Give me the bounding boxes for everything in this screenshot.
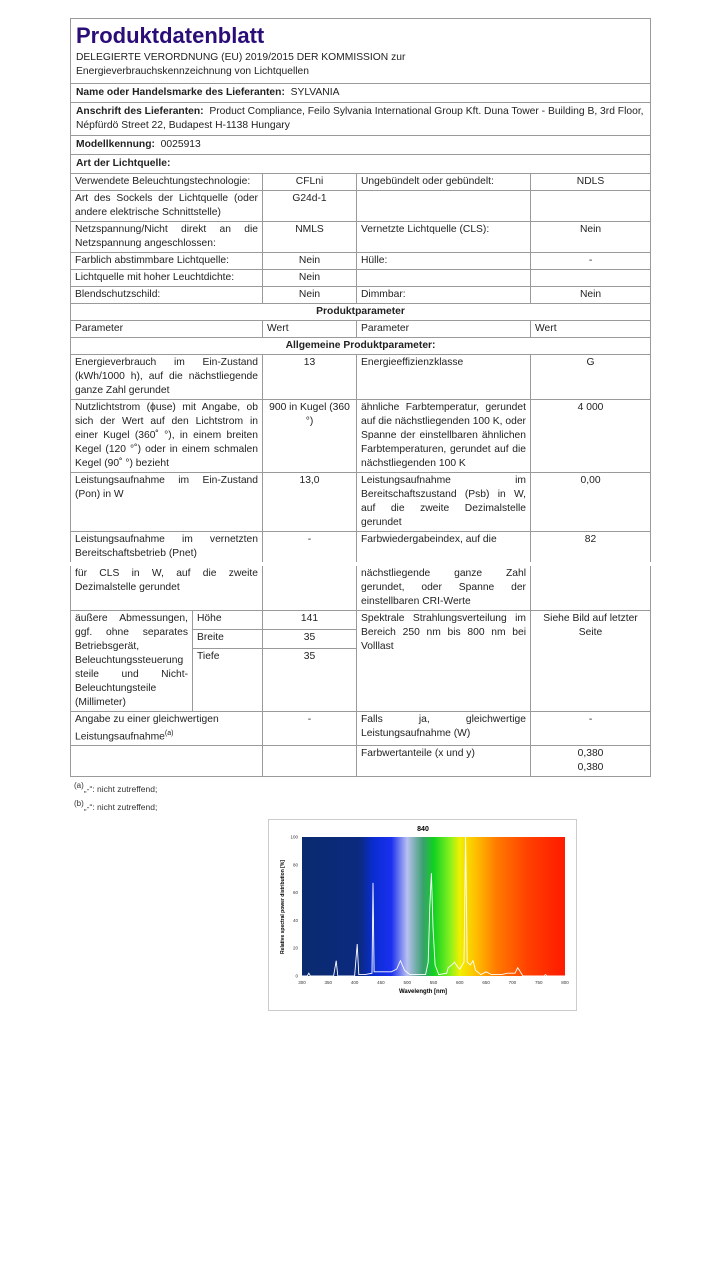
empty-cell (263, 746, 357, 777)
chroma-x: 0,380 (577, 748, 604, 760)
product-params-heading: Produktparameter (71, 304, 651, 321)
x-tick-label: 400 (350, 980, 359, 986)
param-value (531, 566, 651, 611)
param-value: G24d-1 (263, 191, 357, 222)
param-label (71, 712, 263, 746)
param-value: - (531, 253, 651, 270)
x-tick-label: 650 (482, 980, 490, 986)
product-data-sheet (70, 18, 650, 1011)
param-label: Nutzlichtstrom (ϕuse) mit Angabe, ob sich der Wert auf den Lichtstrom in einer Kugel (360˚ °), in einem breiten Kegel (120 °˚) oder in einem schmalen Kegel (90˚ °) bezieht (71, 400, 263, 473)
data-sheet-table (70, 18, 651, 777)
column-header: Parameter (357, 321, 531, 338)
y-tick-label: 60 (292, 890, 298, 896)
equiv-label: Angabe zu einer gleichwertigen Leistungsaufnahme (75, 714, 219, 743)
param-value: 900 in Kugel (360 °) (263, 400, 357, 473)
table-row (71, 270, 651, 287)
param-value: 82 (531, 532, 651, 563)
footnote (74, 780, 650, 795)
column-header-row (71, 321, 651, 338)
y-tick-label: 20 (292, 945, 298, 951)
header-cell (71, 19, 651, 84)
footnote-ref: (a) (164, 730, 174, 737)
param-label: Dimmbar: (357, 287, 531, 304)
source-type-heading: Art der Lichtquelle: (71, 155, 651, 174)
table-row (71, 400, 651, 473)
param-value: Nein (263, 287, 357, 304)
model-label: Modellkennung: (76, 139, 155, 150)
param-value: 13,0 (263, 473, 357, 532)
param-value: 13 (263, 355, 357, 400)
x-tick-label: 700 (508, 980, 517, 986)
table-row (71, 746, 651, 777)
x-tick-label: 500 (403, 980, 411, 986)
dimension-value: 141 (263, 611, 357, 630)
param-label: Vernetzte Lichtquelle (CLS): (357, 222, 531, 253)
table-row (71, 566, 651, 611)
table-row (71, 222, 651, 253)
footnote-text: „-“: nicht zutreffend; (83, 802, 158, 813)
table-row (71, 473, 651, 532)
param-label: Verwendete Beleuchtungstechnologie: (71, 174, 263, 191)
param-value: Nein (263, 270, 357, 287)
param-label: Leistungsaufnahme im vernetzten Bereitschaftsbetrieb (Pnet) (71, 532, 263, 563)
table-row (71, 355, 651, 400)
param-label: Netzspannung/Nicht direkt an die Netzspannung angeschlossen: (71, 222, 263, 253)
model-row (71, 136, 651, 155)
param-label: Lichtquelle mit hoher Leuchtdichte: (71, 270, 263, 287)
supplier-name-row (71, 84, 651, 103)
x-tick-label: 800 (561, 980, 569, 986)
param-label: Leistungsaufnahme im Ein-Zustand (Pon) in W (71, 473, 263, 532)
param-label: Energieeffizienzklasse (357, 355, 531, 400)
param-value: - (531, 712, 651, 746)
dimensions-label: äußere Abmessungen, ggf. ohne separates Betriebsgerät, Beleuchtungssteuerungsteile und Nicht-Beleuchtungsteile (Millimeter) (71, 611, 193, 712)
column-header: Wert (263, 321, 357, 338)
param-label (357, 270, 531, 287)
param-value: Nein (531, 222, 651, 253)
param-value (531, 746, 651, 777)
param-value: - (263, 712, 357, 746)
dimension-name: Tiefe (193, 649, 263, 712)
chart-title: 840 (417, 826, 429, 834)
param-value: Nein (531, 287, 651, 304)
param-label: ähnliche Farbtemperatur, gerundet auf die nächstliegenden 100 K, oder Spanne der einstellbaren ähnlichen Farbtemperaturen, gerundet auf die nächstliegenden 100 K (357, 400, 531, 473)
supplier-name-label: Name oder Handelsmarke des Lieferanten: (76, 87, 285, 98)
param-label: Art des Sockels der Lichtquelle (oder andere elektrische Schnittstelle) (71, 191, 263, 222)
param-value: Siehe Bild auf letzter Seite (531, 611, 651, 712)
column-header: Parameter (71, 321, 263, 338)
address-label: Anschrift des Lieferanten: (76, 106, 204, 117)
param-label: Leistungsaufnahme im Bereitschaftszustand (Psb) in W, auf die zweite Dezimalstelle gerundet (357, 473, 531, 532)
x-tick-label: 350 (324, 980, 333, 986)
param-value (263, 566, 357, 611)
spectrum-background (302, 837, 565, 976)
model-id: 0025913 (160, 139, 201, 150)
table-row (71, 253, 651, 270)
general-params-heading: Allgemeine Produktparameter: (71, 338, 651, 355)
param-label: Farblich abstimmbare Lichtquelle: (71, 253, 263, 270)
chroma-y: 0,380 (577, 762, 604, 774)
supplier-name: SYLVANIA (290, 87, 340, 98)
supplier-address-row (71, 103, 651, 136)
param-label (357, 191, 531, 222)
param-value: 4 000 (531, 400, 651, 473)
table-row (71, 712, 651, 746)
param-label: Farbwiedergabeindex, auf die (357, 532, 531, 563)
param-label: nächstliegende ganze Zahl gerundet, oder Spanne der einstellbaren CRI-Werte (357, 566, 531, 611)
y-tick-label: 0 (295, 973, 298, 979)
table-row (71, 174, 651, 191)
chart-svg (269, 820, 576, 1010)
dimensions-row (71, 611, 651, 630)
table-row (71, 191, 651, 222)
param-value (531, 270, 651, 287)
y-tick-label: 40 (292, 917, 298, 923)
y-tick-label: 80 (292, 862, 298, 868)
param-label: Energieverbrauch im Ein-Zustand (kWh/1000 h), auf die nächstliegende ganze Zahl gerundet (71, 355, 263, 400)
param-value: Nein (263, 253, 357, 270)
dimension-name: Breite (193, 630, 263, 649)
param-label: für CLS in W, auf die zweite Dezimalstelle gerundet (71, 566, 263, 611)
x-tick-label: 450 (377, 980, 385, 986)
param-value: G (531, 355, 651, 400)
dimension-value: 35 (263, 649, 357, 712)
param-label: Hülle: (357, 253, 531, 270)
param-value (531, 191, 651, 222)
empty-cell (71, 746, 263, 777)
param-label: Farbwertanteile (x und y) (357, 746, 531, 777)
footnote (74, 798, 650, 813)
param-label: Ungebündelt oder gebündelt: (357, 174, 531, 191)
column-header: Wert (531, 321, 651, 338)
spectral-distribution-chart (268, 819, 577, 1011)
table-row (71, 532, 651, 563)
table-row (71, 287, 651, 304)
param-label: Spektrale Strahlungsverteilung im Bereich 250 nm bis 800 nm bei Volllast (357, 611, 531, 712)
y-tick-label: 100 (290, 834, 298, 840)
param-value: NDLS (531, 174, 651, 191)
x-tick-label: 600 (456, 980, 464, 986)
x-axis-label: Wavelength [nm] (398, 989, 448, 996)
dimension-name: Höhe (193, 611, 263, 630)
page-title: Produktdatenblatt (76, 23, 265, 48)
y-axis-label: Relative spectral power distribution [%] (280, 860, 286, 955)
param-label: Falls ja, gleichwertige Leistungsaufnahme (W) (357, 712, 531, 746)
dimension-value: 35 (263, 630, 357, 649)
x-tick-label: 550 (429, 980, 438, 986)
footnote-mark: (b) (74, 799, 84, 809)
regulation-text: DELEGIERTE VERORDNUNG (EU) 2019/2015 DER KOMMISSION zur Energieverbrauchskennzeichnung von Lichtquellen (76, 52, 406, 77)
param-value: NMLS (263, 222, 357, 253)
x-tick-label: 300 (298, 980, 306, 986)
param-value: - (263, 532, 357, 563)
footnote-mark: (a) (74, 781, 84, 791)
x-tick-label: 750 (534, 980, 543, 986)
param-label: Blendschutzschild: (71, 287, 263, 304)
param-value: 0,00 (531, 473, 651, 532)
footnote-text: „-“: nicht zutreffend; (83, 784, 158, 795)
param-value: CFLni (263, 174, 357, 191)
supplier-address: Product Compliance, Feilo Sylvania International Group Kft. Duna Tower - Building B, 3rd Floor, Népfürdö Street 22, Budapest H-1138 Hungary (76, 106, 644, 131)
